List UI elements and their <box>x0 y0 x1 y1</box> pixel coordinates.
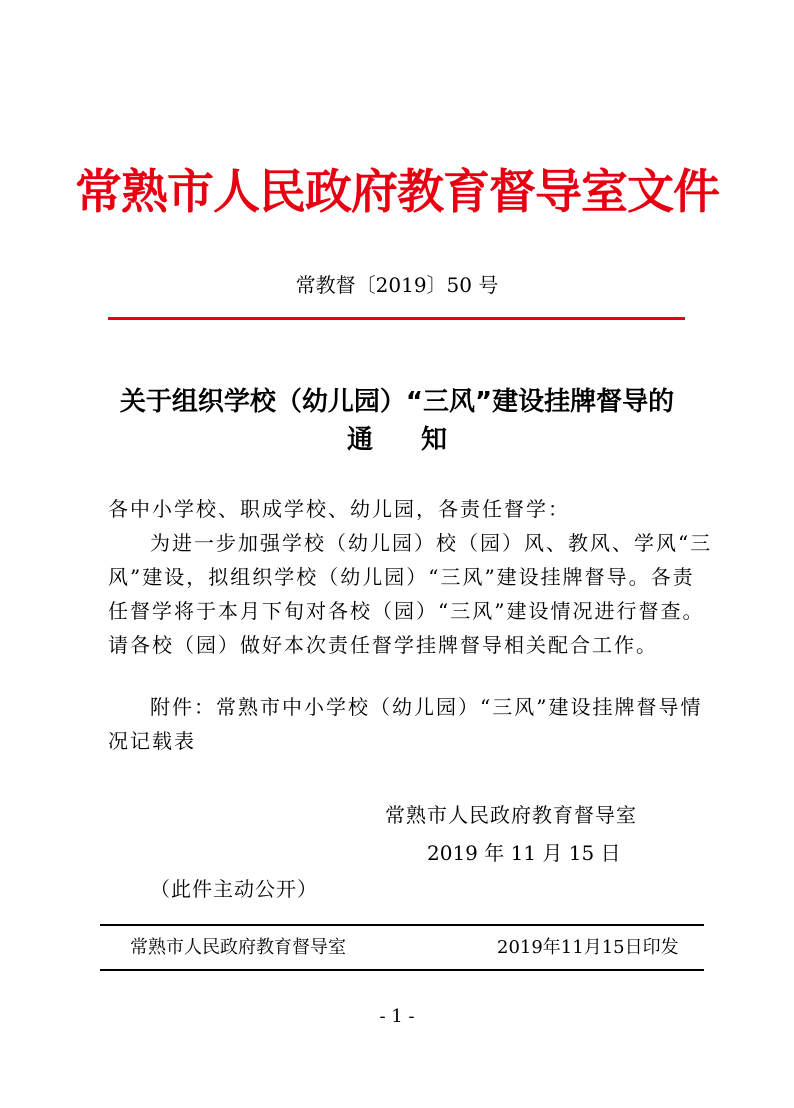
footer-issuer: 常熟市人民政府教育督导室 <box>130 937 346 958</box>
footer-bottom-rule <box>100 969 704 971</box>
signature-date: 2019 年 11 月 15 日 <box>427 841 621 865</box>
page-number: - 1 - <box>379 1006 415 1027</box>
disclosure-note: （此件主动公开） <box>150 877 318 901</box>
body-paragraph-line-4: 请各校（园）做好本次责任督学挂牌督导相关配合工作。 <box>108 633 658 657</box>
body-paragraph-line-3: 任督学将于本月下旬对各校（园）“三风”建设情况进行督查。 <box>108 599 705 623</box>
body-paragraph-line-2: 风”建设，拟组织学校（幼儿园）“三风”建设挂牌督导。各责 <box>108 565 695 589</box>
header-red-divider <box>108 317 685 320</box>
notice-title-line-1: 关于组织学校（幼儿园）“三风”建设挂牌督导的 <box>119 387 675 417</box>
attachment-line-2: 况记载表 <box>108 729 196 753</box>
attachment-line-1: 附件：常熟市中小学校（幼儿园）“三风”建设挂牌督导情 <box>150 695 703 719</box>
footer-top-rule <box>100 924 704 926</box>
document-number: 常教督〔2019〕50 号 <box>295 273 499 297</box>
footer-issue-date: 2019年11月15日印发 <box>497 937 679 958</box>
document-header-title: 常熟市人民政府教育督导室文件 <box>75 165 719 220</box>
signature-organization: 常熟市人民政府教育督导室 <box>385 803 637 827</box>
body-paragraph-line-1: 为进一步加强学校（幼儿园）校（园）风、教风、学风“三 <box>150 531 713 555</box>
salutation: 各中小学校、职成学校、幼儿园，各责任督学： <box>108 497 570 521</box>
notice-title-line-2: 通知 <box>346 425 495 455</box>
